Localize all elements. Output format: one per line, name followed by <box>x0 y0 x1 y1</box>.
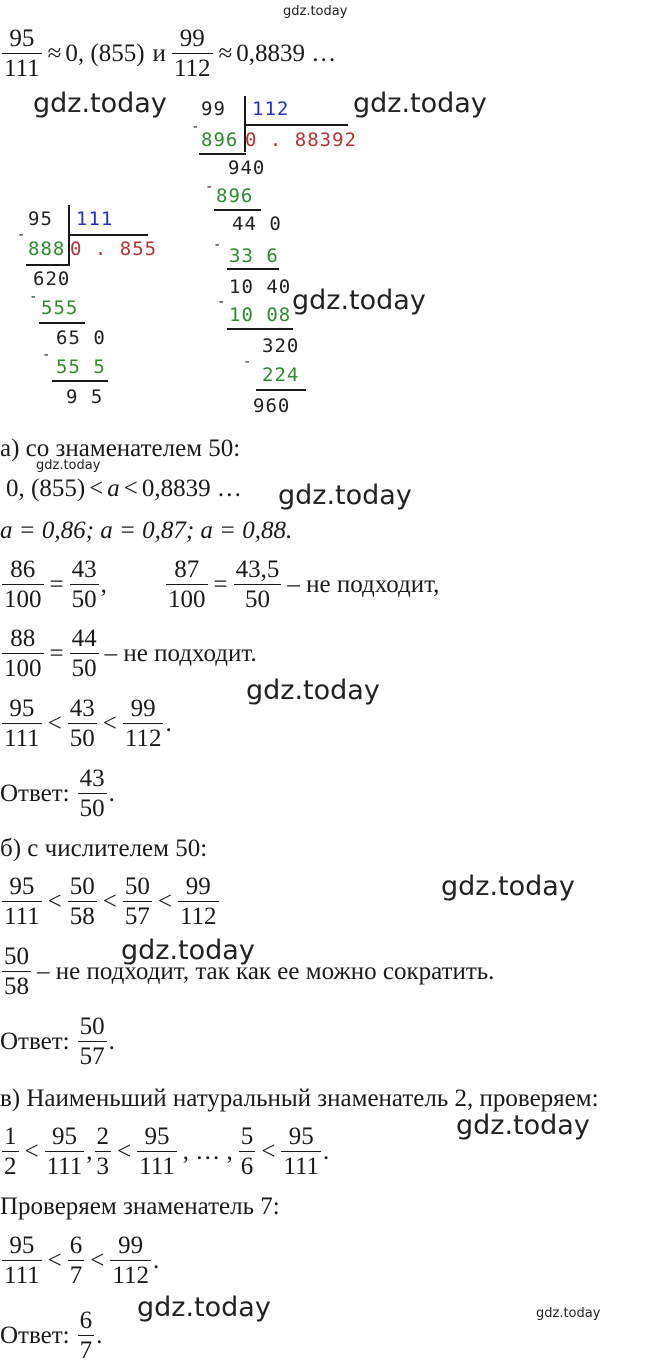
part-c-chain2: $\frac{95}{111}$ < $\frac{6}{7}$ < $\frac{99}{112}$ . <box>4 1232 160 1289</box>
fraction-99-112: $\frac{99}{112}$ <box>173 25 211 82</box>
part-c-heading: в) Наименьший натуральный знаменатель 2, проверяем: <box>0 1085 599 1112</box>
fraction-95-111: $\frac{95}{111}$ <box>4 25 40 82</box>
watermark: gdz.today <box>121 935 255 966</box>
part-a-eq1: $\frac{86}{100}$ = $\frac{43}{50}$ , <box>4 556 107 613</box>
part-a-inequality: 0, (855) < a < 0,8839 … <box>6 475 242 502</box>
watermark: gdz.today <box>33 88 167 119</box>
part-a-eq2: $\frac{87}{100}$ = $\frac{43,5}{50}$ – не подходит, <box>168 556 440 613</box>
part-a-eq3: $\frac{88}{100}$ = $\frac{44}{50}$ – не подходит. <box>4 625 257 682</box>
part-a-candidates: a = 0,86; a = 0,87; a = 0,88. <box>0 517 293 544</box>
part-b-chain: $\frac{95}{111}$ < $\frac{50}{58}$ < $\frac{50}{57}$ < $\frac{99}{112}$ <box>4 873 217 930</box>
watermark: gdz.today <box>36 458 101 473</box>
part-a-answer: Ответ: $\frac{43}{50}$ . <box>0 765 115 822</box>
watermark: gdz.today <box>441 871 575 902</box>
watermark: gdz.today <box>278 480 412 511</box>
watermark: gdz.today <box>137 1292 271 1323</box>
part-c-answer: Ответ: $\frac{6}{7}$ . <box>0 1307 103 1364</box>
part-b-heading: б) с числителем 50: <box>0 835 208 862</box>
part-b-note: $\frac{50}{58}$ – не подходит, так как ее можно сократить. <box>4 943 495 1000</box>
part-b-answer: Ответ: $\frac{50}{57}$ . <box>0 1013 115 1070</box>
part-a-chain: $\frac{95}{111}$ < $\frac{43}{50}$ < $\frac{99}{112}$ . <box>4 695 172 752</box>
watermark: gdz.today <box>292 285 426 316</box>
watermark: gdz.today <box>536 1306 601 1321</box>
part-c-chain: $\frac{1}{2}$ < $\frac{95}{111}$ , $\frac{2}{3}$ < $\frac{95}{111}$ , … , $\frac{5}{6}$ < $\frac{95}{111}$ . <box>4 1123 330 1180</box>
watermark: gdz.today <box>456 1110 590 1141</box>
part-c-check: Проверяем знаменатель 7: <box>0 1193 280 1220</box>
watermark-top: gdz.today <box>283 4 348 19</box>
part-a-heading: а) со знаменателем 50: <box>0 435 241 462</box>
watermark: gdz.today <box>246 675 380 706</box>
watermark: gdz.today <box>353 88 487 119</box>
header-line: $\frac{95}{111}$ ≈ 0, (855) и $\frac{99}{112}$ ≈ 0,8839 … <box>4 25 337 82</box>
